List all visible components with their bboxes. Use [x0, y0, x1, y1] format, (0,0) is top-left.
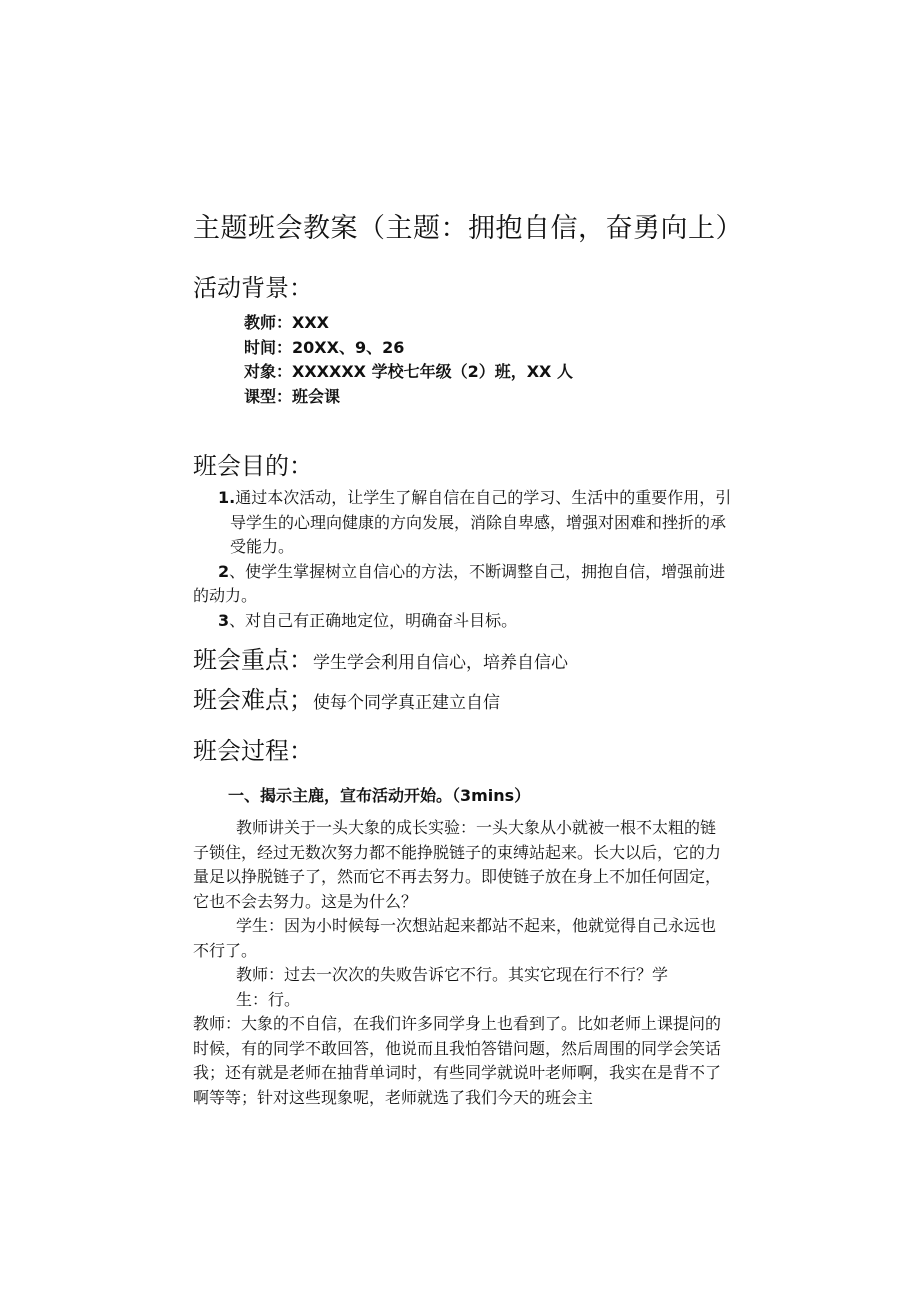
background-heading: 活动背景：	[193, 274, 313, 302]
difficulty-section	[193, 680, 500, 715]
goal-text: 、使学生掌握树立自信心的方法，不断调整自己，拥抱自信，增强前进的动力。	[193, 561, 726, 605]
paragraph: 教师：过去一次次的失败告诉它不行。其实它现在行不行？学	[236, 965, 669, 984]
key-point-text: 学生学会利用自信心，培养自信心	[313, 653, 568, 673]
goal-number: 1.	[218, 488, 236, 507]
process-heading: 班会过程：	[193, 737, 313, 765]
goal-number: 3	[218, 610, 230, 630]
paragraph: 教师：大象的不自信，在我们许多同学身上也看到了。比如老师上课提问的时候，有的同学不敢回答，他说而且我怕答错问题，然后周围的同学会笑话我；还有就是老师在抽背单词时，有些同学就说叶老师啊，我实在是背不了啊等等；针对这些现象呢，老师就选了我们今天的班会主	[193, 1014, 722, 1107]
background-info	[244, 311, 573, 409]
key-point-heading: 班会重点：	[193, 646, 313, 674]
goal-item	[193, 486, 733, 560]
goal-text: 通过本次活动，让学生了解自信在自己的学习、生活中的重要作用，引导学生的心理向健康的方向发展，消除自卑感，增强对困难和挫折的承受能力。	[230, 488, 732, 556]
goals-heading: 班会目的：	[193, 452, 313, 480]
goal-number: 2	[218, 561, 230, 581]
section-1-heading: 一、揭示主鹿，宣布活动开始。（3mins）	[228, 786, 531, 805]
goals-list	[193, 486, 733, 633]
paragraph: 生：行。	[236, 989, 301, 1009]
class-type-line: 课型：班会课	[244, 386, 341, 406]
goal-item	[193, 560, 733, 609]
time-line: 时间：20XX、9、26	[244, 337, 405, 357]
key-point-section	[193, 640, 568, 675]
paragraph: 教师讲关于一头大象的成长实验：一头大象从小就被一根不太粗的链子锁住，经过无数次努力都不能挣脱链子的束缚站起来。长大以后，它的力量足以挣脱链子了，然而它不再去努力。即使链子放在身上不加任何固定，它也不会去努力。这是为什么？	[193, 818, 722, 911]
paragraph: 学生：因为小时候每一次想站起来都站不起来，他就觉得自己永远也不行了。	[193, 916, 717, 960]
difficulty-text: 使每个同学真正建立自信	[313, 693, 500, 713]
teacher-line: 教师：XXX	[244, 313, 330, 332]
difficulty-heading: 班会难点；	[193, 686, 313, 714]
goal-item	[193, 609, 733, 634]
audience-line: 对象：XXXXXX 学校七年级（2）班，XX 人	[244, 362, 573, 381]
process-body	[193, 816, 731, 1110]
goal-text: 、对自己有正确地定位，明确奋斗目标。	[229, 610, 518, 630]
document-title: 主题班会教案（主题：拥抱自信，奋勇向上）	[193, 213, 743, 244]
